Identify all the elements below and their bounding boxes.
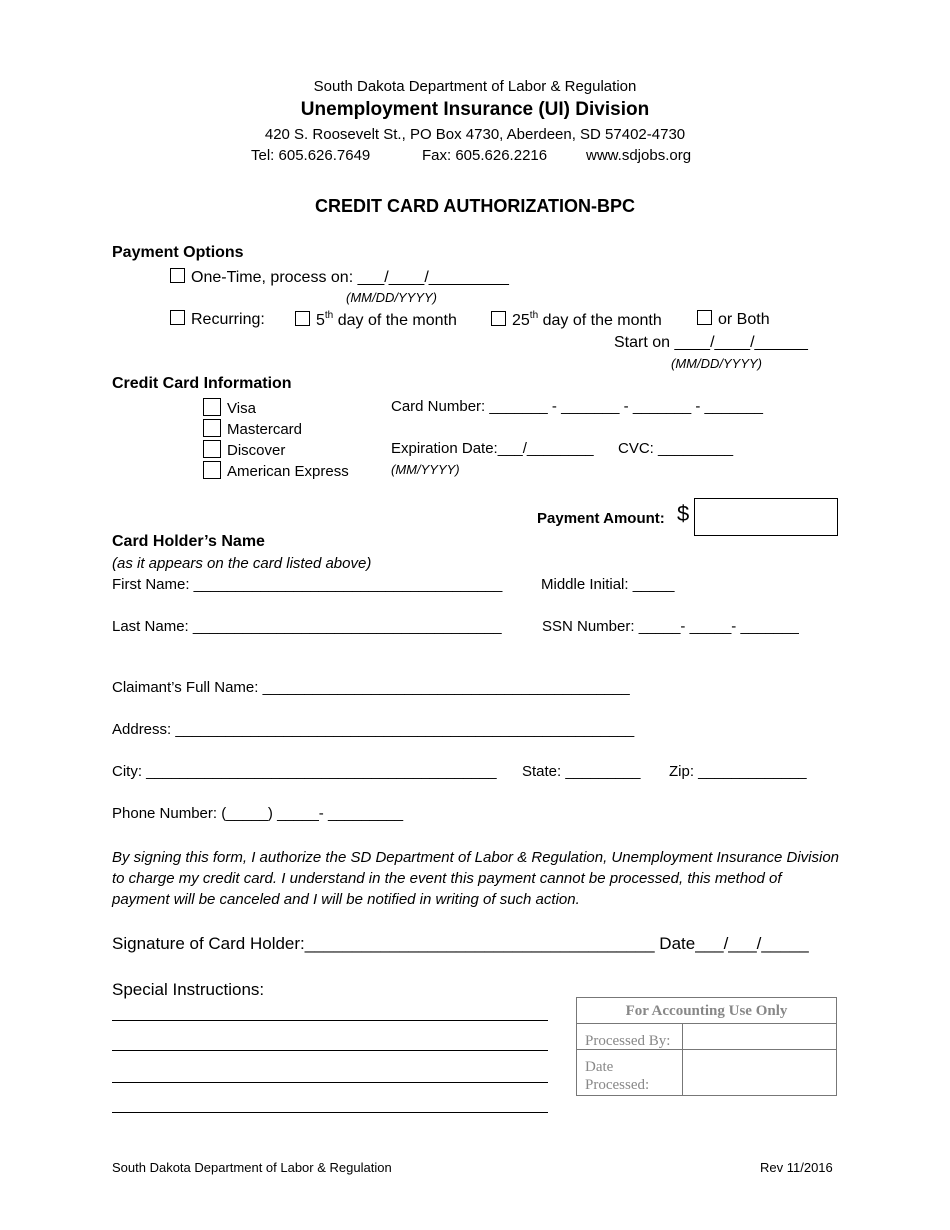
special-instructions-line-4[interactable] (112, 1112, 548, 1113)
city-field[interactable]: City: __________________________________________ (112, 763, 497, 780)
ssn-field[interactable]: SSN Number: _____- _____- _______ (542, 618, 799, 635)
form-title: CREDIT CARD AUTHORIZATION-BPC (315, 196, 635, 216)
card-type-mastercard[interactable] (203, 419, 302, 438)
middle-initial-field[interactable]: Middle Initial: _____ (541, 576, 675, 593)
last-name-field[interactable]: Last Name: _____________________________________ (112, 618, 502, 635)
fifth-day-number: 5 (316, 312, 325, 329)
card-type-discover[interactable] (203, 440, 285, 459)
fifth-day-label: day of the month (333, 312, 457, 329)
amex-checkbox[interactable] (203, 461, 221, 479)
one-time-checkbox[interactable] (170, 268, 185, 283)
signature-field[interactable]: Signature of Card Holder:_____________________________________ Date___/___/_____ (112, 934, 809, 953)
fifth-day-suffix: th (324, 310, 334, 321)
phone-field[interactable]: Phone Number: (_____) _____- _________ (112, 805, 404, 822)
processed-by-label: Processed By: (585, 1033, 671, 1049)
payment-amount-label: Payment Amount: (537, 510, 665, 527)
zip-field[interactable]: Zip: _____________ (669, 763, 807, 780)
special-instructions-line-3[interactable] (112, 1082, 548, 1083)
special-instructions-label: Special Instructions: (112, 980, 265, 999)
authorization-line-3: payment will be canceled and I will be notified in writing of such action. (112, 891, 580, 908)
authorization-line-1: By signing this form, I authorize the SD Department of Labor & Regulation, Unemployment Insurance Division (112, 849, 840, 866)
footer-department: South Dakota Department of Labor & Regulation (112, 1160, 392, 1175)
card-type-amex[interactable] (203, 461, 349, 480)
twentyfifth-day-checkbox[interactable] (491, 311, 506, 326)
both-option[interactable] (697, 310, 770, 329)
one-time-date-format: (MM/DD/YYYY) (346, 290, 437, 305)
twentyfifth-day-suffix: th (529, 310, 539, 321)
state-field[interactable]: State: _________ (522, 763, 641, 780)
header-address: 420 S. Roosevelt St., PO Box 4730, Aberdeen, SD 57402-4730 (264, 126, 686, 143)
amex-label: American Express (227, 463, 349, 480)
recurring-checkbox[interactable] (170, 310, 185, 325)
special-instructions-line-1[interactable] (112, 1020, 548, 1021)
twentyfifth-day-label: day of the month (538, 312, 662, 329)
discover-label: Discover (227, 442, 286, 459)
fifth-day-checkbox[interactable] (295, 311, 310, 326)
fifth-day-option[interactable] (295, 310, 457, 330)
header-department: South Dakota Department of Labor & Regulation (313, 78, 637, 95)
one-time-label: One-Time, process on: ___/____/_________ (191, 269, 509, 286)
footer-revision: Rev 11/2016 (760, 1160, 833, 1175)
card-holder-note: (as it appears on the card listed above) (112, 555, 372, 572)
claimant-name-field[interactable]: Claimant’s Full Name: ____________________________________________ (112, 679, 630, 696)
payment-amount-input[interactable] (694, 498, 838, 536)
date-processed-label-1: Date (585, 1059, 614, 1075)
twentyfifth-day-option[interactable] (491, 310, 662, 330)
cvc-field[interactable]: CVC: _________ (618, 440, 734, 457)
discover-checkbox[interactable] (203, 440, 221, 458)
payment-options-heading: Payment Options (112, 244, 244, 261)
accounting-title: For Accounting Use Only (577, 998, 836, 1024)
recurring-option[interactable] (170, 310, 265, 329)
mastercard-label: Mastercard (227, 421, 303, 438)
one-time-option[interactable] (170, 268, 509, 287)
start-date-format: (MM/DD/YYYY) (671, 356, 762, 371)
twentyfifth-day-number: 25 (512, 312, 530, 329)
visa-checkbox[interactable] (203, 398, 221, 416)
card-type-visa[interactable] (203, 398, 256, 417)
accounting-box (576, 997, 837, 1096)
credit-card-heading: Credit Card Information (112, 375, 292, 392)
expiration-format: (MM/YYYY) (391, 462, 460, 477)
address-field[interactable]: Address: _______________________________________________________ (112, 721, 635, 738)
date-processed-label-2: Processed: (585, 1077, 650, 1093)
both-label: or Both (718, 311, 770, 328)
header-web: www.sdjobs.org (586, 147, 692, 164)
first-name-field[interactable]: First Name: _____________________________________ (112, 576, 503, 593)
card-number-field[interactable]: Card Number: _______ - _______ - _______ - _______ (391, 398, 763, 415)
visa-label: Visa (227, 400, 256, 417)
header-division: Unemployment Insurance (UI) Division (300, 99, 650, 120)
mastercard-checkbox[interactable] (203, 419, 221, 437)
expiration-date-field[interactable]: Expiration Date:___/________ (391, 440, 594, 457)
both-checkbox[interactable] (697, 310, 712, 325)
authorization-line-2: to charge my credit card. I understand in the event this payment cannot be processed, this method of (112, 870, 782, 887)
header-fax: Fax: 605.626.2216 (422, 147, 548, 164)
recurring-label: Recurring: (191, 311, 265, 328)
special-instructions-line-2[interactable] (112, 1050, 548, 1051)
accounting-divider (682, 1024, 683, 1095)
card-holder-heading: Card Holder’s Name (112, 533, 265, 550)
start-on-field[interactable]: Start on ____/____/______ (614, 334, 808, 351)
header-tel: Tel: 605.626.7649 (251, 147, 371, 164)
currency-symbol: $ (677, 501, 690, 526)
